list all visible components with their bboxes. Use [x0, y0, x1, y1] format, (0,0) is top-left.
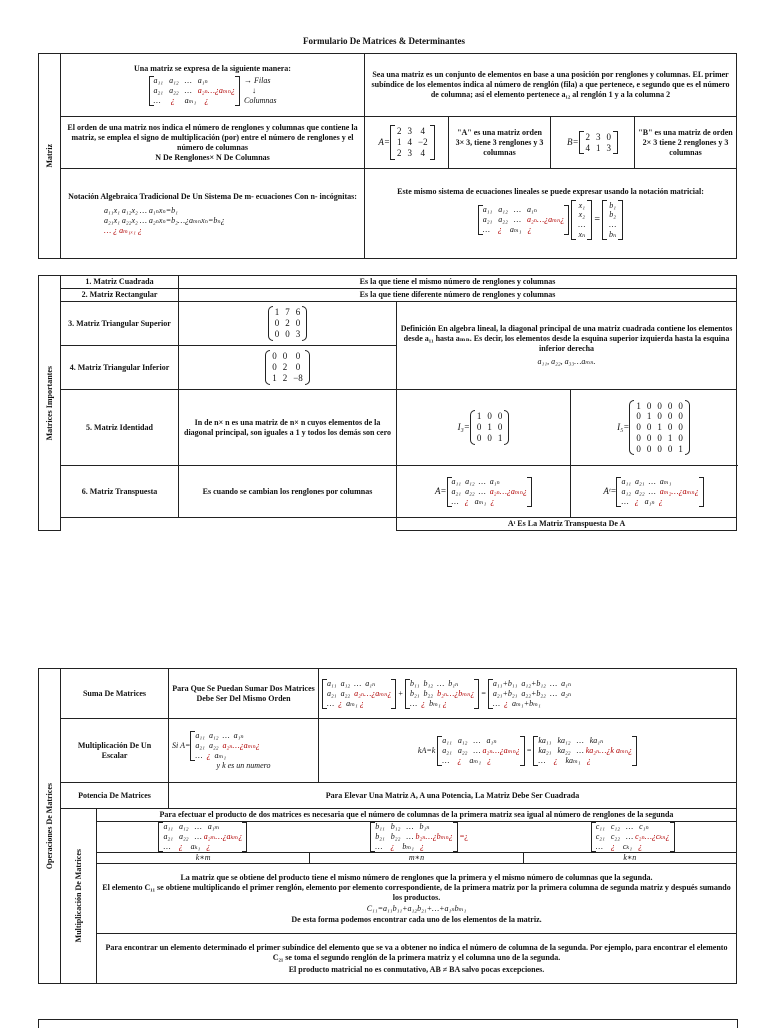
- general-matrix: [149, 76, 241, 106]
- system-notation-title: Notación Algebraica Tradicional De Un Sistema De m- ecuaciones Con n- incógnitas:: [68, 191, 357, 201]
- transpose-note: Aᵗ Es La Matriz Transpuesta De A: [397, 518, 737, 531]
- type-5-description: In de n× n es una matriz de n× n cuyos elementos de la diagonal principal, son iguales a 1 y todos los demás son cero: [179, 390, 397, 466]
- side-label-cell-2: [39, 276, 61, 531]
- side-label-2: Matrices Importantes: [44, 365, 54, 441]
- page-title: Formulario De Matrices & Determinantes: [303, 36, 465, 46]
- identity-3-label: I₃=: [457, 421, 470, 432]
- sum-formula-cell: [319, 669, 737, 719]
- matrix-a-label: A=: [378, 136, 390, 147]
- type-2-description: Es la que tiene diferente número de renglones y columnas: [179, 289, 737, 302]
- mult-matrix-c: c₁₁ c₁₂ … c₁ₙ c₂₁ c₂₂ … c₂ₙ…¿cₖₙ¿ … ¿ cₖ₁ ¿: [591, 822, 675, 852]
- power-description: Para Elevar Una Matriz A, A una Potencia, La Matriz Debe Ser Cuadrada: [169, 783, 737, 809]
- ka-label: kA=k: [417, 745, 436, 755]
- order-definition-cell: [61, 117, 365, 169]
- mult-example-cell: [97, 934, 737, 984]
- transpose-source-matrix: a₁₁ a₁₂ … a₁ₙ a₂₁ a₂₂ … a₂ₙ…¿aₘₙ¿ … ¿ aₘ₁ ¿: [447, 477, 533, 507]
- side-label-3: Operaciones De Matrices: [44, 782, 54, 870]
- mult-side-cell: [61, 809, 97, 984]
- mult-paragraph-4: Para encontrar un elemento determinado el primer subíndice del elemento que se va a obtener no indica el número de columna de la segunda. Por ejemplo, para encontrar el elemento C₂₁ se toma el segundo renglón de la primera matriz y el columna uno de la segunda.: [105, 942, 728, 962]
- diagonal-sequence: a₁₁, a₂₂, a₃₃…aₘₙ.: [537, 357, 596, 366]
- type-1-name: 1. Matriz Cuadrada: [61, 276, 179, 289]
- matrix-a: 2 3 4 1 4 −2 2 3 4: [390, 125, 435, 159]
- equation-2: a₂₁x₁ a₂₂x₂ … a₂ₙxₙ=b₂…¿aₘₙxₙ=bₙ¿: [104, 215, 225, 225]
- matrix-operations-table: [38, 668, 737, 984]
- gen-row-1: a₁₁ a₁₂ … a₁ₙ: [153, 76, 208, 85]
- notation-title: Una matriz se expresa de la siguiente manera:: [134, 64, 291, 73]
- matrix-system-cell: [365, 169, 737, 259]
- sum-result-matrix: a₁₁+b₁₁ a₁₂+b₁₂ … a₁ₙ a₂₁+b₂₁ a₂₂+b₂₂ … a₂ₙ … ¿ aₘ₁+bₘ₁: [488, 679, 571, 709]
- sum-description: Para Que Se Puedan Sumar Dos Matrices Debe Ser Del Mismo Orden: [169, 669, 319, 719]
- matrix-a-cell: [365, 117, 449, 169]
- equation-3: … ¿ aₘ₁ₓ₁ ¿: [104, 225, 142, 235]
- order-definition: El orden de una matriz nos indica el número de renglones y columnas que contiene la matriz, se emplea el signo de multiplicación (por) entre el número de renglones y el número de columnas: [67, 122, 358, 152]
- sum-matrix-a: a₁₁ a₁₂ … a₁ₙ a₂₁ a₂₂ a₂ₙ…¿aₘₙ¿ … ¿ aₘ₁ ¿: [322, 679, 396, 709]
- scalar-source-matrix: a₁₁ a₁₂ … a₁ₙ a₂₁ a₂₂ a₂ₙ…¿aₘₙ¿ … ¿ aₘ₁: [190, 731, 259, 761]
- side-label-cell-3: [39, 669, 61, 984]
- equals-sign-sum: =: [481, 688, 486, 698]
- scalar-title: Multiplicación De Un Escalar: [61, 719, 169, 783]
- matrix-transpose-cell: [571, 466, 737, 518]
- mult-side-label: Multiplicación De Matrices: [73, 849, 83, 943]
- power-title: Potencia De Matrices: [61, 783, 169, 809]
- matrix-b: 2 3 0 4 1 3: [579, 131, 619, 155]
- important-matrices-table: [38, 275, 737, 531]
- mult-matrix-a: a₁₁ a₁₂ … a₁ₘ a₂₁ a₂₂ … a₂ₘ…¿aₖₘ¿ … ¿ aₖ₁ ¿: [158, 822, 247, 852]
- transpose-label: Aᵗ=: [603, 485, 617, 496]
- coefficient-matrix: a₁₁ a₁₂ … a₁ₙ a₂₁ a₂₂ … a₂ₙ…¿aₘₙ¿ … ¿ aₘ₁ ¿: [478, 205, 570, 235]
- upper-triangular-matrix: 1 7 6 0 2 0 0 0 3: [268, 306, 308, 340]
- down-arrow-icon: ↓: [252, 86, 257, 95]
- type-1-description: Es la que tiene el mismo número de renglones y columnas: [179, 276, 737, 289]
- columns-label: Columnas: [244, 96, 277, 105]
- scalar-k-note: y k es un numero: [216, 760, 271, 770]
- matrix-b-description: "B" es una matriz de orden 2× 3 tiene 2 renglones y 3 columnas: [635, 117, 737, 169]
- mult-paragraph-2: El elemento C₁₁ se obtiene multiplicando el primer renglón, elemento por elemento correspondiente, de la primera matriz por la primera columna de segunda matriz y después sumando los productos.: [102, 882, 731, 902]
- lower-triangular-cell: [179, 346, 397, 390]
- side-label-cell: [39, 54, 61, 259]
- gen-row-3: … ¿ aₘ₁ ¿: [153, 96, 209, 105]
- type-5-name: 5. Matriz Identidad: [61, 390, 179, 466]
- gen-row-2: a₂₁ a₂₂ … a₂ₙ…¿aₘₙ¿: [153, 86, 236, 95]
- diagonal-definition: Definición En algebra lineal, la diagonal principal de una matriz cuadrada contiene los elementos desde a₁₁ hasta aₘₙ. Es decir, los elementos desde la esquina superior izquierda hasta la esquina inferior derecha: [400, 324, 733, 353]
- identity-5-label: I₅=: [617, 421, 630, 432]
- scalar-si-label: Si A=: [172, 740, 191, 750]
- type-6-name: 6. Matriz Transpuesta: [61, 466, 179, 518]
- matrix-basics-table: [38, 53, 737, 259]
- dim-label-3: k∗n: [623, 853, 637, 862]
- identity-5-cell: [571, 390, 737, 466]
- dim-label-1: k∗m: [97, 853, 310, 863]
- matrix-b-cell: [551, 117, 635, 169]
- plus-sign: +: [398, 688, 403, 698]
- type-3-name: 3. Matriz Triangular Superior: [61, 302, 179, 346]
- upper-triangular-cell: [179, 302, 397, 346]
- identity-5-matrix: 1 0 0 0 0 0 1 0 0 0 0 0 1 0 0 0 0 0 1 0 0 0 0 0 1: [629, 400, 690, 456]
- lower-triangular-matrix: 0 0 0 0 2 0 1 2 −8: [265, 350, 310, 384]
- mult-equals-sign: =¿: [459, 832, 468, 841]
- matrix-notation-cell: [61, 54, 365, 117]
- transpose-a-label: A=: [434, 485, 447, 496]
- mult-paragraph-5: El producto matricial no es conmutativo, AB ≠ BA salvo pocas excepciones.: [288, 964, 545, 974]
- diagonal-definition-cell: [397, 302, 737, 390]
- type-2-name: 2. Matriz Rectangular: [61, 289, 179, 302]
- matrix-a-general-cell: [397, 466, 571, 518]
- mult-paragraph-1: La matriz que se obtiene del producto tiene el mismo número de renglones que la primera y el mismo número de columnas que la segunda.: [180, 872, 653, 882]
- mult-matrix-b: b₁₁ b₁₂ … b₁ₙ b₂₁ b₂₂ … b₂ₙ…¿bₘₙ¿ … ¿ bₘ₁ ¿: [370, 822, 458, 852]
- equals-sign-scalar: =: [526, 745, 532, 755]
- side-label: Matriz: [44, 144, 54, 168]
- sum-title: Suma De Matrices: [61, 669, 169, 719]
- matrix-a-description: "A" es una matriz orden 3× 3, tiene 3 renglones y 3 columnas: [449, 117, 551, 169]
- dim-label-2: m∗n: [310, 853, 523, 863]
- matrix-system-text: Este mismo sistema de ecuaciones lineales se puede expresar usando la notación matricial:: [397, 186, 704, 196]
- mult-explanation-cell: [97, 864, 737, 934]
- identity-3-cell: [397, 390, 571, 466]
- scalar-formula-cell: [319, 719, 737, 783]
- rows-arrow-label: → Filas: [244, 76, 271, 85]
- scalar-result-matrix: ka₁₁ ka₁₂ … ka₁ₙ ka₂₁ ka₂₂ … ka₂ₙ…¿k aₘₙ¿ … ¿ kaₘ₁ ¿: [533, 736, 637, 766]
- identity-3-matrix: 1 0 0 0 1 0 0 0 1: [470, 410, 510, 444]
- mult-formula: C₁₁=a₁₁b₁₁+a₁₂b₂₁+…+a₁ₙbₘ₁: [366, 903, 467, 913]
- order-formula: N De Renglones× N De Columnas: [155, 152, 270, 162]
- sum-matrix-b: b₁₁ b₁₂ … b₁ₙ b₂₁ b₂₂ b₂ₙ…¿bₘₙ¿ … ¿ bₘ₁ ¿: [405, 679, 479, 709]
- mult-paragraph-3: De esta forma podemos encontrar cada uno de los elementos de la matriz.: [291, 914, 542, 924]
- system-notation-cell: [61, 169, 365, 259]
- b-vector: b₁ b₂ … bₙ: [602, 200, 623, 240]
- mult-matrices-cell: [97, 822, 737, 864]
- equation-1: a₁₁x₁ a₁₂x₂ … a₁ₙxₙ=b₁: [104, 205, 178, 215]
- matrix-b-label: B=: [566, 136, 579, 147]
- matrix-definition: Sea una matriz es un conjunto de elementos en base a una posición por renglones y columnas. EL primer subíndice de los elementos indica al número de renglón (fila) a que pertenece, e segundo que es el número de columna; así el elemento pertenece a₁₂ al renglón 1 y a la columna 2: [365, 54, 737, 117]
- equals-sign: =: [594, 213, 601, 225]
- transpose-matrix: a₁₁ a₂₁ … aₘ₁ a₁₂ a₂₂ … aₘ₂…¿aₘₙ¿ … ¿ a₁ₙ ¿: [616, 477, 703, 507]
- type-6-description: Es cuando se cambian los renglones por columnas: [179, 466, 397, 518]
- mult-requirement: Para efectuar el producto de dos matrices es necesaria que el número de columnas de la primera matriz sea igual al número de renglones de la segunda: [97, 809, 737, 822]
- scalar-def-cell: [169, 719, 319, 783]
- type-4-name: 4. Matriz Triangular Inferior: [61, 346, 179, 390]
- scalar-matrix-a: a₁₁ a₁₂ … a₁ₙ a₂₁ a₂₂ … a₂ₙ…¿aₘₙ¿ … ¿ aₘ₁ ¿: [437, 736, 525, 766]
- x-vector: x₁ x₂ … xₙ: [571, 200, 592, 240]
